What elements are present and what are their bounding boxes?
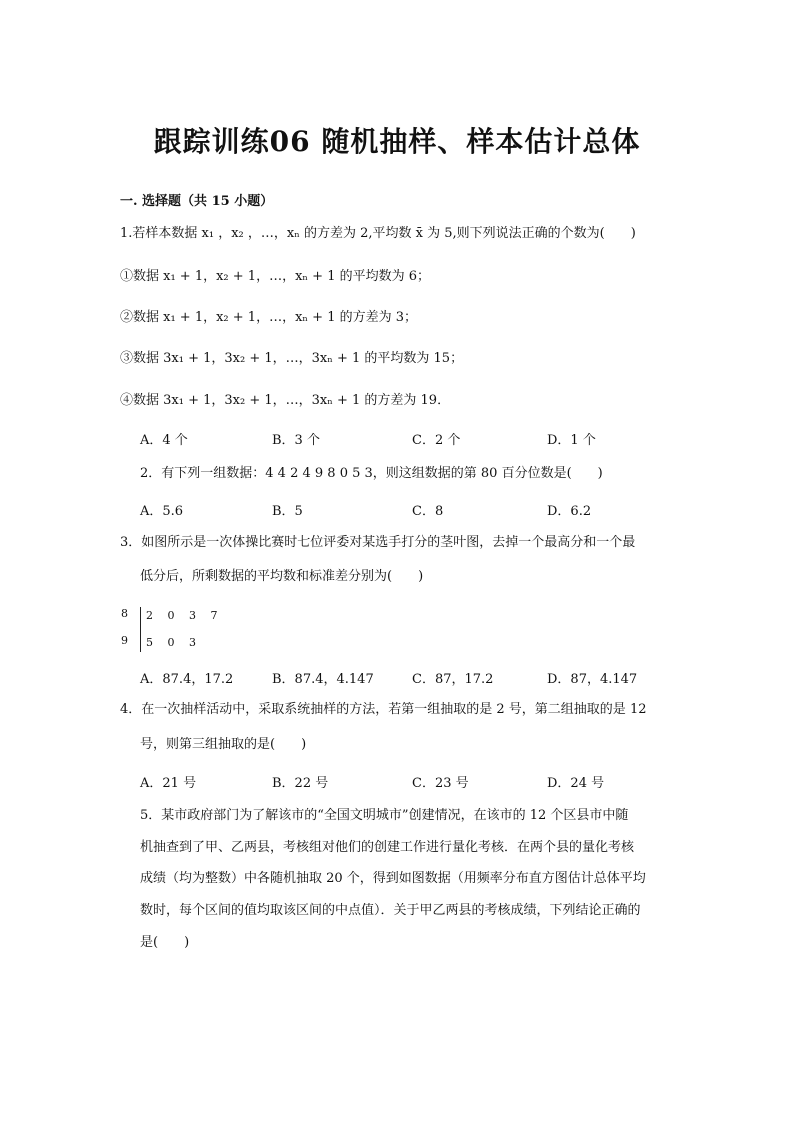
question-1-statement-3: ③数据 3x₁ + 1，3x₂ + 1，…，3xₙ + 1 的平均数为 15； (120, 351, 464, 366)
stem-value: 8 (121, 607, 128, 620)
question-5-line-5: 是( ) (140, 935, 190, 950)
question-1-option-a: A．4 个 (140, 433, 188, 448)
question-3-option-c: C．87，17.2 (412, 672, 494, 687)
question-5-line-3: 成绩（均为整数）中各随机抽取 20 个，得到如图数据（用频率分布直方图估计总体平均 (140, 871, 646, 886)
question-1-option-b: B．3 个 (272, 433, 320, 448)
question-1-stem: 1.若样本数据 x₁ ，x₂ ，…，xₙ 的方差为 2,平均数 x̄ 为 5,则下列说法正确的个数为( ) (120, 226, 636, 241)
question-5-line-1: 5．某市政府部门为了解该市的“全国文明城市”创建情况，在该市的 12 个区县市中随 (140, 808, 629, 823)
question-2-option-a: A．5.6 (140, 504, 184, 519)
stem-leaf-divider (140, 607, 141, 652)
question-2-option-b: B．5 (272, 504, 303, 519)
question-5-line-2: 机抽查到了甲、乙两县，考核组对他们的创建工作进行量化考核．在两个县的量化考核 (140, 840, 635, 855)
section-heading: 一. 选择题（共 15 小题） (120, 194, 274, 209)
question-4-option-c: C．23 号 (412, 776, 469, 791)
question-1-statement-4: ④数据 3x₁ + 1，3x₂ + 1，…，3xₙ + 1 的方差为 19． (120, 393, 451, 408)
page-title: 跟踪训练06 随机抽样、样本估计总体 (153, 125, 641, 158)
question-4-line-2: 号，则第三组抽取的是( ) (140, 737, 307, 752)
question-1-option-c: C．2 个 (412, 433, 461, 448)
question-4-option-b: B．22 号 (272, 776, 329, 791)
leaf-values: 2 0 3 7 (146, 609, 218, 622)
question-4-option-d: D．24 号 (547, 776, 605, 791)
leaf-values: 5 0 3 (146, 636, 196, 649)
question-1-option-d: D．1 个 (547, 433, 596, 448)
question-1-statement-1: ①数据 x₁ + 1，x₂ + 1，…，xₙ + 1 的平均数为 6； (120, 269, 430, 284)
question-3-line-2: 低分后，所剩数据的平均数和标准差分别为( ) (140, 569, 424, 584)
question-3-option-b: B．87.4，4.147 (272, 672, 374, 687)
question-2-stem: 2．有下列一组数据：4 4 2 4 9 8 0 5 3，则这组数据的第 80 百分位数是( ) (140, 466, 603, 481)
question-5-line-4: 数时，每个区间的值均取该区间的中点值）．关于甲乙两县的考核成绩，下列结论正确的 (140, 903, 641, 918)
question-1-statement-2: ②数据 x₁ + 1，x₂ + 1，…，xₙ + 1 的方差为 3； (120, 310, 417, 325)
question-4-option-a: A．21 号 (140, 776, 197, 791)
question-3-option-d: D．87，4.147 (547, 672, 638, 687)
question-4-line-1: 4．在一次抽样活动中，采取系统抽样的方法，若第一组抽取的是 2 号，第二组抽取的是 12 (120, 702, 647, 717)
question-3-line-1: 3．如图所示是一次体操比赛时七位评委对某选手打分的茎叶图，去掉一个最高分和一个最 (120, 535, 636, 550)
question-2-option-c: C．8 (412, 504, 444, 519)
stem-value: 9 (121, 634, 128, 647)
question-3-option-a: A．87.4，17.2 (140, 672, 234, 687)
question-2-option-d: D．6.2 (547, 504, 592, 519)
